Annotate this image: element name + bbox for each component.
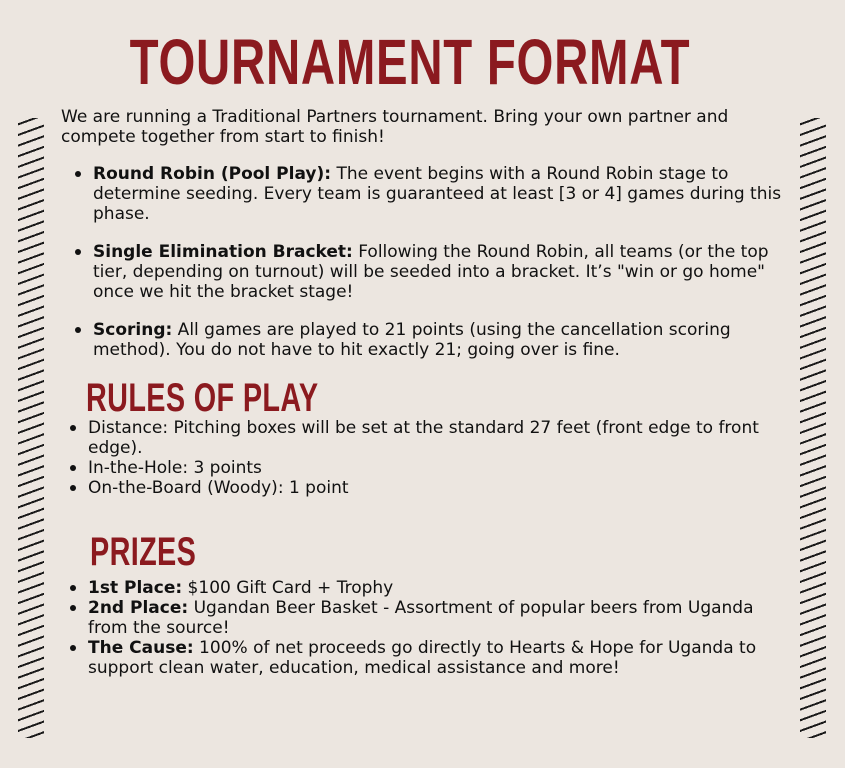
- rules-list: [88, 418, 778, 498]
- prize-item-first-place: [88, 578, 788, 598]
- format-item-scoring: [93, 320, 783, 360]
- format-item-label: Single Elimination Bracket:: [93, 242, 353, 262]
- rules-heading: RULES OF PLAY: [86, 376, 319, 420]
- format-item-single-elimination: [93, 242, 783, 302]
- format-item-text: Following the Round Robin, all teams (or the top tier, depending on turnout) will be seeded into a bracket. It’s "win or go home" once we hit the bracket stage!: [93, 242, 769, 302]
- prize-item-label: The Cause:: [88, 638, 194, 658]
- rules-item-in-the-hole: In-the-Hole: 3 points: [88, 458, 778, 478]
- right-stripe-decoration: [800, 118, 826, 738]
- prize-item-the-cause: [88, 638, 788, 678]
- left-stripe-decoration: [18, 118, 44, 738]
- prize-item-label: 2nd Place:: [88, 598, 189, 618]
- prize-item-text: Ugandan Beer Basket - Assortment of popular beers from Uganda from the source!: [88, 598, 754, 638]
- page-title: TOURNAMENT FORMAT: [129, 26, 691, 98]
- rules-item-distance: Distance: Pitching boxes will be set at the standard 27 feet (front edge to front edge).: [88, 418, 778, 458]
- prizes-heading: PRIZES: [90, 530, 197, 574]
- format-item-label: Round Robin (Pool Play):: [93, 164, 332, 184]
- prizes-list: [88, 578, 788, 678]
- format-item-round-robin: [93, 164, 783, 224]
- format-item-text: All games are played to 21 points (using the cancellation scoring method). You do not have to hit exactly 21; going over is fine.: [93, 320, 731, 360]
- intro-text: We are running a Traditional Partners tournament. Bring your own partner and compete together from start to finish!: [61, 107, 729, 147]
- prize-item-text: 100% of net proceeds go directly to Hearts & Hope for Uganda to support clean water, education, medical assistance and more!: [88, 638, 757, 678]
- prize-item-second-place: [88, 598, 788, 638]
- format-item-text: The event begins with a Round Robin stage to determine seeding. Every team is guaranteed at least [3 or 4] games during this phase.: [93, 164, 782, 224]
- rules-item-on-the-board: On-the-Board (Woody): 1 point: [88, 478, 778, 498]
- format-item-label: Scoring:: [93, 320, 173, 340]
- prize-item-text: $100 Gift Card + Trophy: [182, 578, 394, 598]
- prize-item-label: 1st Place:: [88, 578, 183, 598]
- format-list: [93, 164, 783, 378]
